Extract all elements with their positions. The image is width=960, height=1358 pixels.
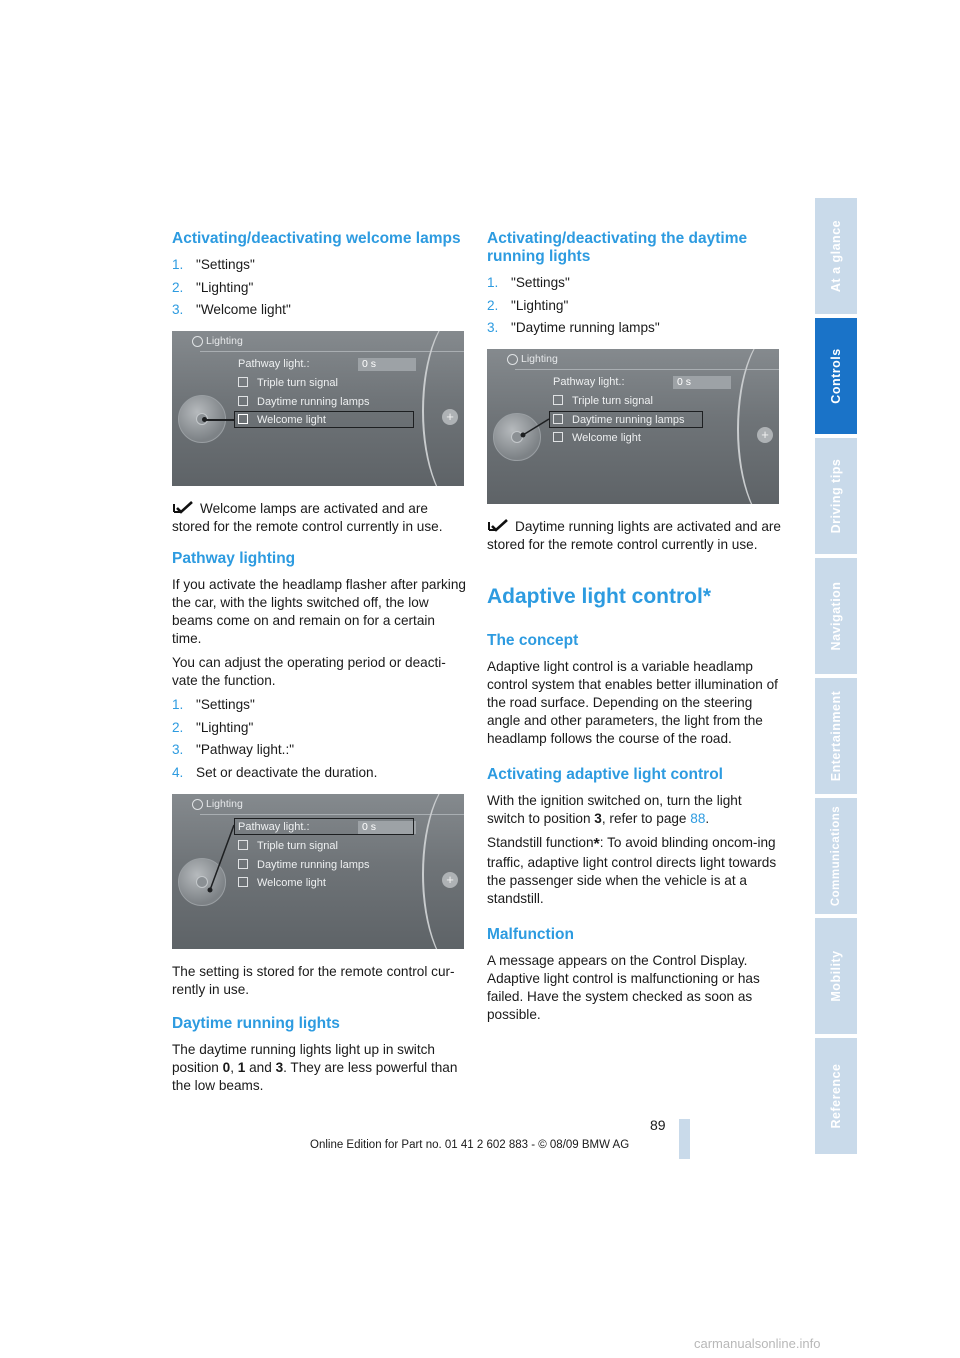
daytime-text: The daytime running lights light up in switch position 0, 1 and 3. They are less powerful than the low beams. <box>172 1041 458 1093</box>
screen-option-welcome: Welcome light <box>553 432 641 444</box>
welcome-note: Welcome lamps are activated and are stored for the remote control currently in use. <box>172 501 443 534</box>
welcome-heading: Activating/deactivating welcome lamps <box>172 230 461 247</box>
welcome-steps <box>172 256 468 319</box>
plus-icon: + <box>442 872 458 888</box>
screen-welcome-light <box>172 331 464 486</box>
tab-communications[interactable]: Communications <box>815 798 857 914</box>
tab-controls[interactable]: Controls <box>815 318 857 434</box>
highlight-box <box>234 411 414 428</box>
screen-daytime-lamps <box>487 349 779 504</box>
step-number: 1. <box>172 257 184 272</box>
screen-title: Lighting <box>206 335 243 347</box>
watermark: carmanualsonline.info <box>694 1336 821 1351</box>
checkmark-icon <box>487 519 509 533</box>
pathway-heading: Pathway lighting <box>172 550 296 567</box>
step-number: 3. <box>172 302 184 317</box>
checkbox-icon <box>238 396 248 406</box>
chapter-tabs <box>815 198 857 1158</box>
daytime-heading: Daytime running lights <box>172 1014 340 1032</box>
screen-option-triple: Triple turn signal <box>238 377 338 389</box>
step-number: 2. <box>172 279 184 295</box>
tab-entertainment[interactable]: Entertainment <box>815 678 857 794</box>
page-marker <box>679 1119 690 1159</box>
concept-heading: The concept <box>487 632 579 649</box>
list-item <box>172 279 468 297</box>
list-item <box>172 301 468 319</box>
list-item: 1. "Settings" <box>487 275 570 290</box>
standstill-text: Standstill function*: To avoid blinding oncom-ing traffic, adaptive light control directs light towards the passenger side when the vehicle is at a standstill. <box>487 835 777 906</box>
daytime-toggle-note: Daytime running lights are activated and are stored for the remote control currently in use. <box>487 519 781 552</box>
screen-pathway-value: 0 s <box>673 376 731 389</box>
adaptive-heading: Adaptive light control* <box>487 585 712 608</box>
malfunction-heading: Malfunction <box>487 926 574 943</box>
daytime-toggle-heading: Activating/deactivating the daytime running lights <box>487 230 748 265</box>
settings-icon <box>192 336 203 347</box>
tab-at-a-glance[interactable]: At a glance <box>815 198 857 314</box>
list-item <box>172 256 468 274</box>
screen-option-daytime: Daytime running lamps <box>553 414 685 426</box>
footer: Online Edition for Part no. 01 41 2 602 883 - © 08/09 BMW AG <box>310 1139 630 1151</box>
page-number: 89 <box>650 1117 666 1133</box>
list-item: 4. Set or deactivate the duration. <box>172 764 378 780</box>
concept-text: Adaptive light control is a variable headlamp control system that enables better illumination of the road surface. Depending on the steering angle and other parameters, the light from the headlamp follows the course of the road. <box>487 659 778 746</box>
plus-icon: + <box>757 427 773 443</box>
screen-pathway-light <box>172 794 464 949</box>
screen-option-triple: Triple turn signal <box>553 395 653 407</box>
left-column <box>172 230 468 1101</box>
pathway-p1: If you activate the headlamp flasher after parking the car, with the lights switched off, the low beams come on and remain on for a certain time. <box>172 577 466 646</box>
screen-pathway-label: Pathway light.: <box>238 820 310 833</box>
step-text: "Lighting" <box>196 279 254 295</box>
screen-pathway-value: 0 s <box>358 358 416 371</box>
screen-option-triple: Triple turn signal <box>238 840 338 852</box>
activating-heading: Activating adaptive light control <box>487 766 723 783</box>
tab-reference[interactable]: Reference <box>815 1038 857 1154</box>
screen-pathway-value: 0 s <box>358 821 416 834</box>
pathway-p2: You can adjust the operating period or deacti-vate the function. <box>172 655 446 688</box>
screen-title: Lighting <box>206 797 243 810</box>
leader-line <box>172 794 464 949</box>
pathway-steps <box>172 696 468 782</box>
list-item: 2. "Lighting" <box>487 297 569 313</box>
page-link[interactable]: 88 <box>690 811 706 826</box>
leader-line <box>487 349 779 504</box>
activating-text: With the ignition switched on, turn the light switch to position 3, refer to page 88. <box>487 793 742 826</box>
screen-pathway-label: Pathway light.: <box>238 358 310 370</box>
screen-pathway-label: Pathway light.: <box>553 376 625 388</box>
screen-title: Lighting <box>521 353 558 365</box>
leader-dot <box>202 417 207 422</box>
list-item: 1. "Settings" <box>172 697 255 712</box>
screen-option-daytime: Daytime running lamps <box>238 396 370 408</box>
screen-option-daytime: Daytime running lamps <box>238 859 370 871</box>
checkbox-icon <box>238 377 248 387</box>
daytime-toggle-steps <box>487 274 783 337</box>
tab-driving-tips[interactable]: Driving tips <box>815 438 857 554</box>
plus-icon: + <box>442 409 458 425</box>
step-text: "Welcome light" <box>196 302 291 317</box>
leader-line <box>204 419 234 421</box>
screen-option-welcome: Welcome light <box>238 877 326 889</box>
screen-option-welcome: Welcome light <box>238 414 326 426</box>
list-item: 2. "Lighting" <box>172 719 254 735</box>
option-star-icon: * <box>593 836 600 853</box>
right-column <box>487 230 783 1030</box>
list-item: 3. "Pathway light.:" <box>172 742 295 757</box>
tab-navigation[interactable]: Navigation <box>815 558 857 674</box>
pathway-note: The setting is stored for the remote control cur-rently in use. <box>172 963 455 997</box>
tab-mobility[interactable]: Mobility <box>815 918 857 1034</box>
step-text: "Settings" <box>196 257 255 272</box>
malfunction-text: A message appears on the Control Display. Adaptive light control is malfunctioning or has failed. Have the system checked as soon as possible. <box>487 953 760 1022</box>
checkmark-icon <box>172 501 194 515</box>
list-item: 3. "Daytime running lamps" <box>487 320 660 335</box>
